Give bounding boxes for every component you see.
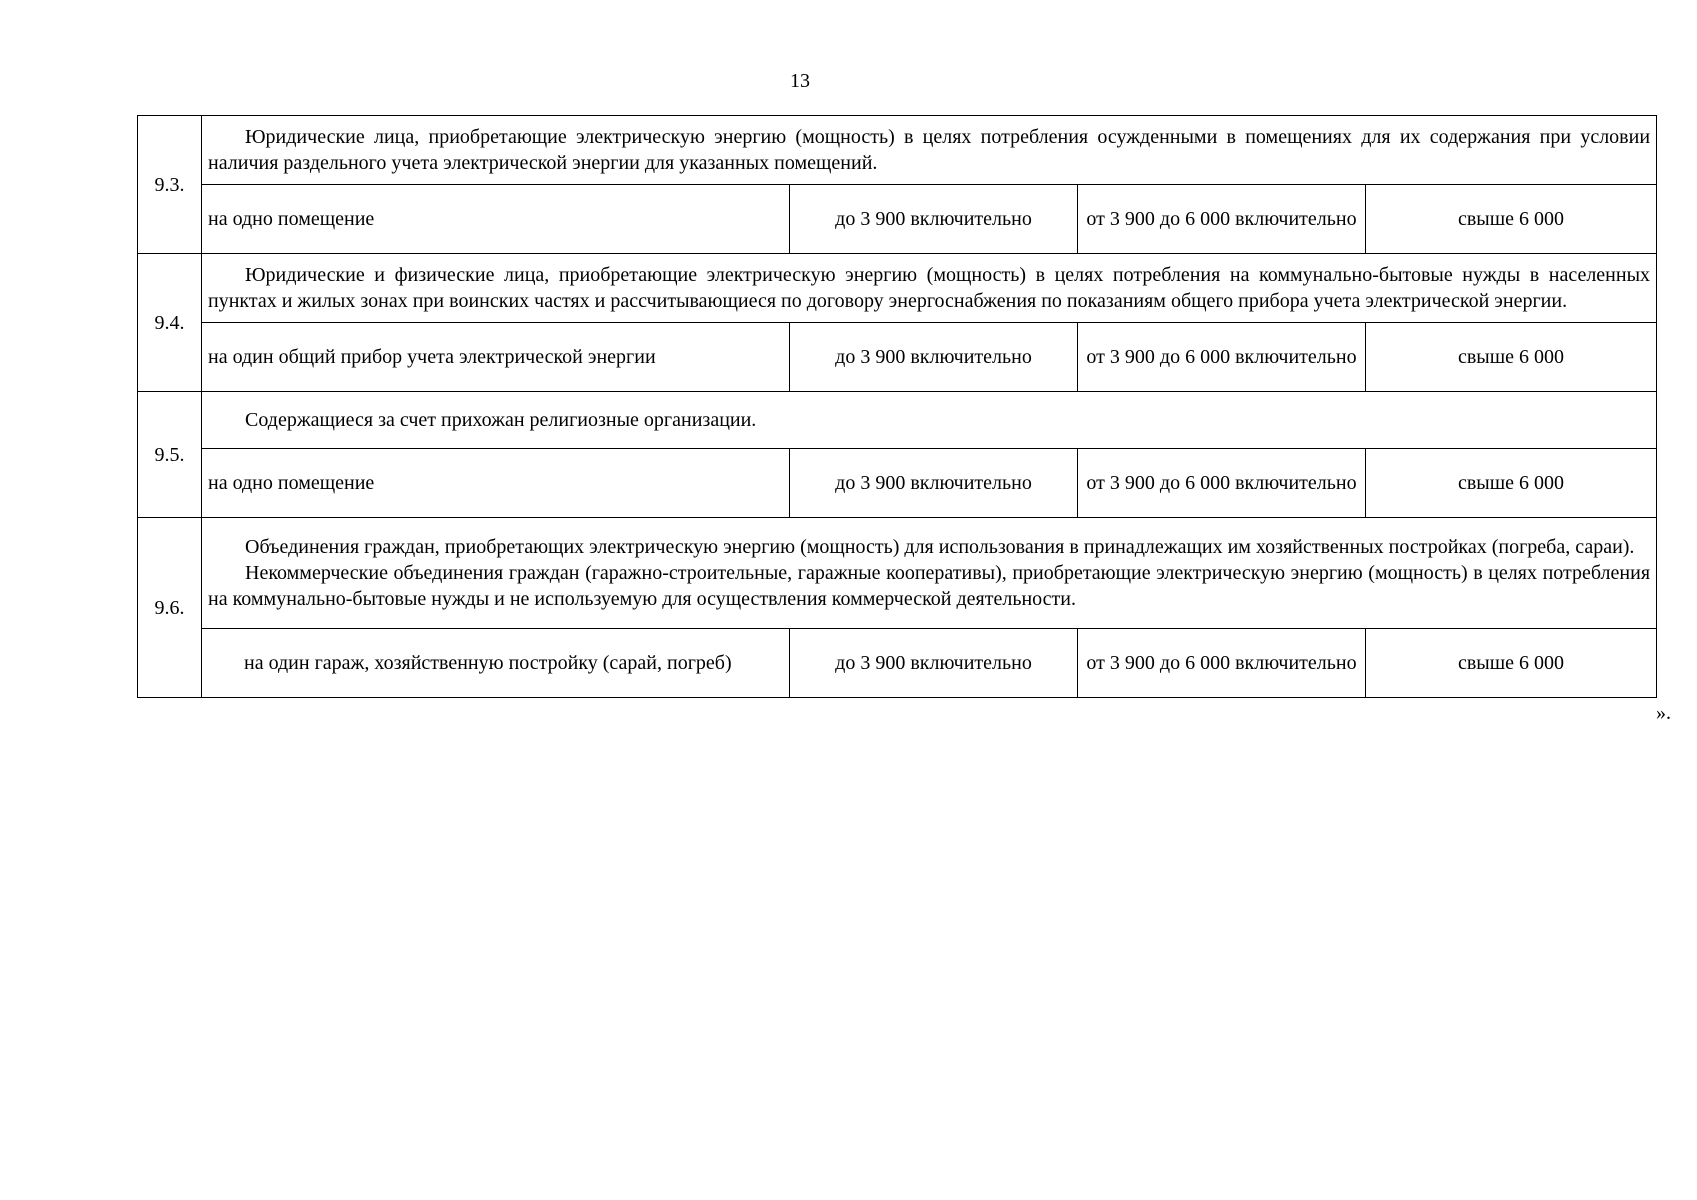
description-paragraph: Юридические лица, приобретающие электрическую энергию (мощность) в целях потребления осужденными в помещениях для их содержания при условии наличия раздельного учета электрической энергии для указанных помещений.	[208, 126, 1651, 174]
band-low-cell: до 3 900 включительно	[790, 323, 1078, 392]
unit-cell: на одно помещение	[202, 185, 790, 254]
description-paragraph: Некоммерческие объединения граждан (гаражно-строительные, гаражные кооперативы), приобретающие электрическую энергию (мощность) в целях потребления на коммунально-бытовые нужды и не используемую для осуществления коммерческой деятельности.	[208, 562, 1651, 610]
unit-cell: на одно помещение	[202, 449, 790, 518]
table-row-9-3-values	[138, 185, 1657, 254]
band-high-cell: свыше 6 000	[1366, 185, 1657, 254]
row-description	[202, 392, 1657, 449]
description-paragraph: Юридические и физические лица, приобретающие электрическую энергию (мощность) в целях потребления на коммунально-бытовые нужды в населенных пунктах и жилых зонах при воинских частях и рассчитывающиеся по договору энергоснабжения по показаниям общего прибора учета электрической энергии.	[208, 264, 1651, 312]
band-low-cell: до 3 900 включительно	[790, 629, 1078, 698]
table-row-9-3	[138, 116, 1657, 185]
band-mid-cell: от 3 900 до 6 000 включительно	[1078, 323, 1366, 392]
unit-cell: на один гараж, хозяйственную постройку (сарай, погреб)	[202, 629, 790, 698]
unit-cell: на один общий прибор учета электрической энергии	[202, 323, 790, 392]
row-number: 9.5.	[138, 392, 202, 518]
page-number: 13	[790, 70, 810, 92]
band-high-cell: свыше 6 000	[1366, 323, 1657, 392]
description-paragraph: Объединения граждан, приобретающих электрическую энергию (мощность) для использования в принадлежащих им хозяйственных постройках (погреба, сараи).	[245, 536, 1635, 558]
closing-quote-mark: ».	[1656, 702, 1671, 724]
table-row-9-6	[138, 518, 1657, 629]
table-row-9-6-values	[138, 629, 1657, 698]
table-row-9-5	[138, 392, 1657, 449]
row-description	[202, 254, 1657, 323]
table-row-9-5-values	[138, 449, 1657, 518]
row-description	[202, 518, 1657, 629]
band-high-cell: свыше 6 000	[1366, 629, 1657, 698]
band-mid-cell: от 3 900 до 6 000 включительно	[1078, 629, 1366, 698]
tariff-table	[137, 115, 1657, 698]
band-mid-cell: от 3 900 до 6 000 включительно	[1078, 185, 1366, 254]
row-number: 9.4.	[138, 254, 202, 392]
row-number: 9.6.	[138, 518, 202, 698]
band-mid-cell: от 3 900 до 6 000 включительно	[1078, 449, 1366, 518]
row-number: 9.3.	[138, 116, 202, 254]
table-row-9-4	[138, 254, 1657, 323]
band-low-cell: до 3 900 включительно	[790, 185, 1078, 254]
row-description	[202, 116, 1657, 185]
band-low-cell: до 3 900 включительно	[790, 449, 1078, 518]
band-high-cell: свыше 6 000	[1366, 449, 1657, 518]
description-paragraph: Содержащиеся за счет прихожан религиозные организации.	[245, 409, 757, 431]
table-row-9-4-values	[138, 323, 1657, 392]
